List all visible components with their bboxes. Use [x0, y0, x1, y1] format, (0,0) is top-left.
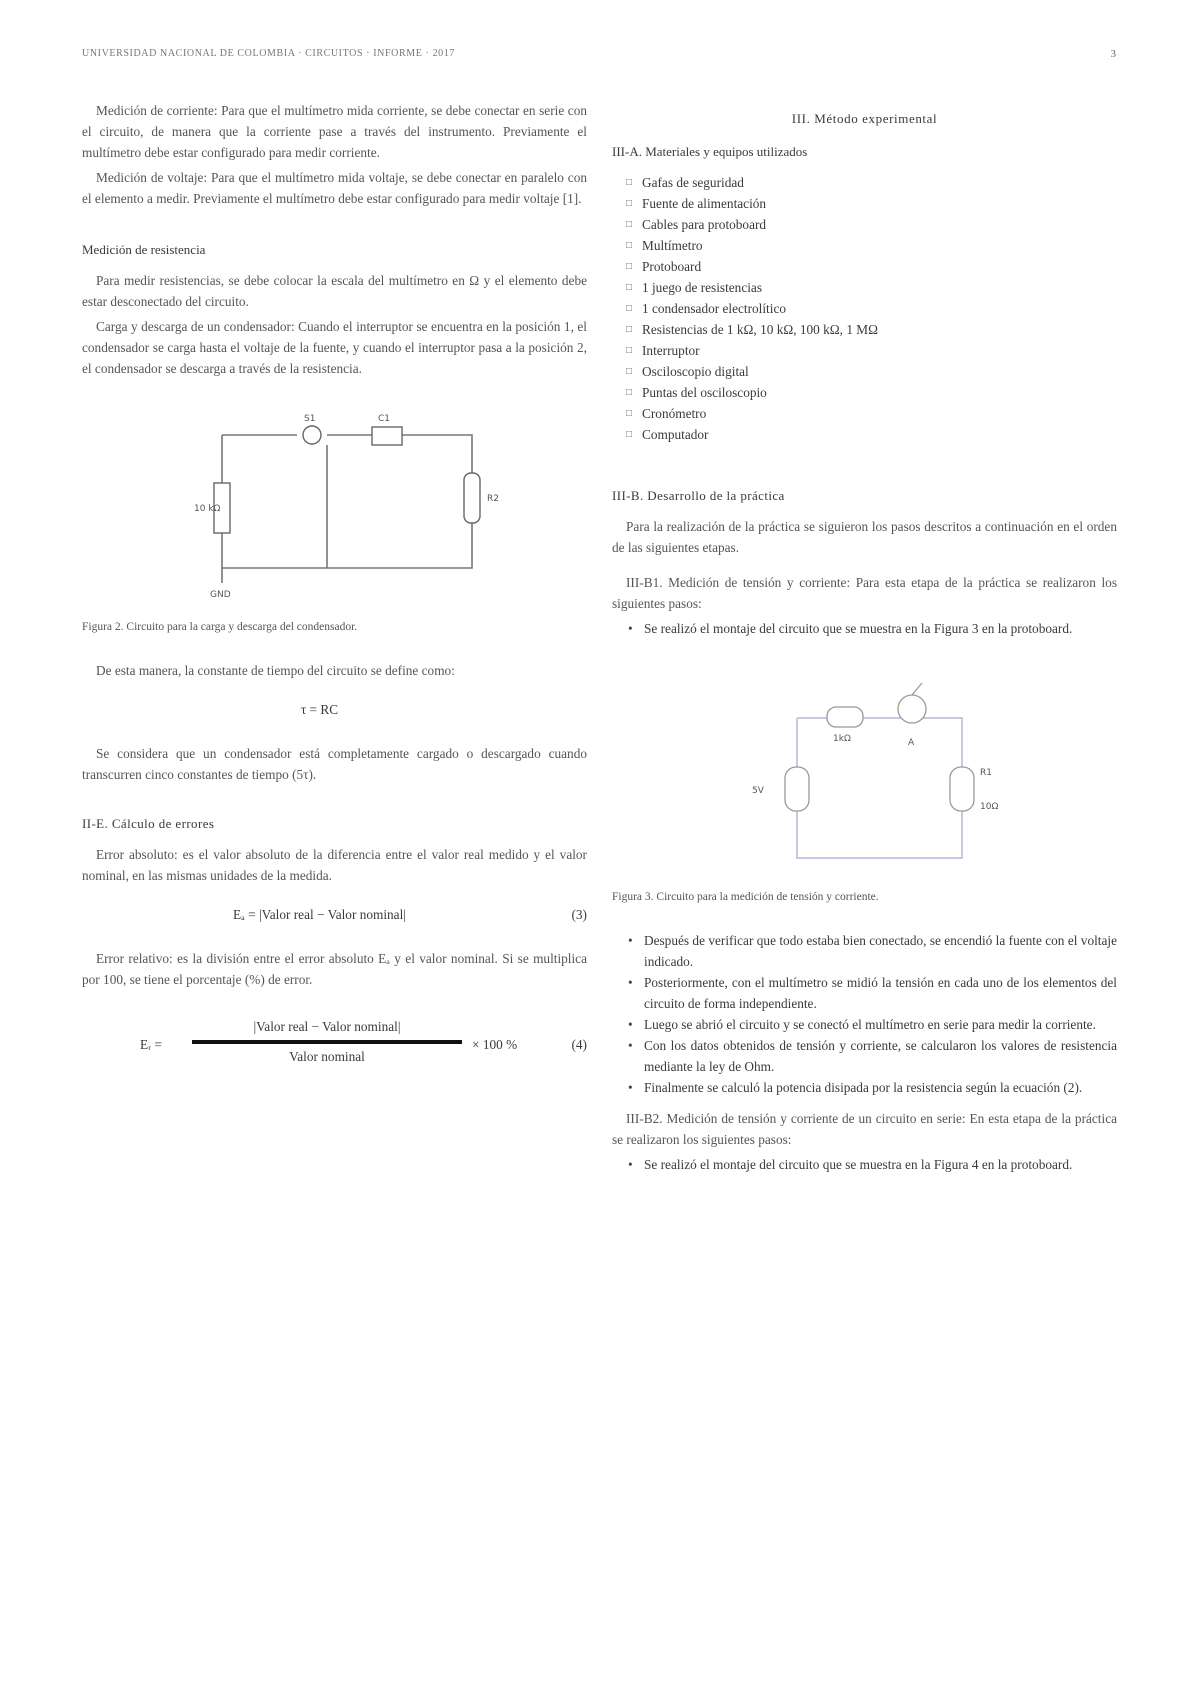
materials-list [626, 172, 1117, 445]
subsection-heading: III-B. Desarrollo de la práctica [612, 488, 785, 503]
label-switch: S1 [304, 414, 316, 424]
paragraph: Carga y descarga de un condensador: Cuando el interruptor se encuentra en la posición 1, el condensador se carga hasta el voltaje de la fuente, y cuando el interruptor pasa a la posición 2, el condensador se descarga a través de la resistencia. [82, 319, 587, 376]
subsection-heading: III-A. Materiales y equipos utilizados [612, 144, 808, 159]
figure-caption: Figura 2. Circuito para la carga y descarga del condensador. [82, 621, 358, 633]
list-item: □ Interruptor [626, 340, 1117, 361]
list-item: □ Puntas del osciloscopio [626, 382, 1117, 403]
page-number: 3 [1110, 48, 1116, 60]
list-item: • Finalmente se calculó la potencia disipada por la resistencia según la ecuación (2). [626, 1077, 1117, 1098]
equation-number: (4) [571, 1037, 587, 1052]
paragraph: Medición de voltaje: Para que el multímetro mida voltaje, se debe conectar en paralelo con el elemento a medir. Previamente el multímetro debe estar configurado para medir voltaje [1]. [82, 170, 587, 206]
capacitor [372, 427, 402, 445]
figure-rc-circuit [82, 403, 587, 603]
voltage-source [785, 767, 809, 811]
resistor-right [464, 473, 480, 523]
figure-caption: Figura 3. Circuito para la medición de tensión y corriente. [612, 891, 879, 903]
switch [303, 426, 321, 444]
paragraph: Medición de corriente: Para que el multímetro mida corriente, se debe conectar en serie con el circuito, de manera que la corriente pase a través del instrumento. Previamente el multímetro debe estar configurado para medir corriente. [82, 103, 587, 160]
list-item: □ Cables para protoboard [626, 214, 1117, 235]
load-resistor [950, 767, 974, 811]
label-ground: GND [210, 590, 231, 600]
measure-circuit-diagram [612, 663, 1117, 873]
equation-abs-error [82, 904, 587, 930]
figure-measure-circuit [612, 663, 1117, 873]
rc-circuit-diagram [82, 403, 587, 603]
label-load: R1 [980, 768, 992, 778]
paragraph: Se considera que un condensador está completamente cargado o descargado cuando transcurren cinco constantes de tiempo (5τ). [82, 746, 587, 782]
running-head: UNIVERSIDAD NACIONAL DE COLOMBIA · CIRCUITOS · INFORME · 2017 [82, 48, 455, 59]
list-item: □ Osciloscopio digital [626, 361, 1117, 382]
paragraph: III-B2. Medición de tensión y corriente de un circuito en serie: En esta etapa de la práctica se realizaron los siguientes pasos: [612, 1111, 1117, 1147]
fraction-numerator: |Valor real − Valor nominal| [253, 1019, 401, 1034]
right-column [612, 100, 1117, 1175]
list-item: □ Protoboard [626, 256, 1117, 277]
list-item: • Se realizó el montaje del circuito que se muestra en la Figura 4 en la protoboard. [626, 1154, 1117, 1175]
procedure-list [626, 1154, 1117, 1175]
section-heading: III. Método experimental [791, 111, 938, 126]
equation-body: τ = RC [300, 702, 339, 717]
paragraph: De esta manera, la constante de tiempo del circuito se define como: [96, 663, 455, 678]
list-item: □ 1 condensador electrolítico [626, 298, 1117, 319]
label-r-right: R2 [487, 494, 499, 504]
equation-tail: × 100 % [472, 1037, 518, 1052]
fraction-bar [192, 1040, 462, 1044]
label-resistor: 1kΩ [833, 734, 851, 744]
label-load-value: 10Ω [980, 802, 999, 812]
paragraph: Error absoluto: es el valor absoluto de la diferencia entre el valor real medido y el valor nominal, en las mismas unidades de la medida. [82, 847, 587, 883]
resistor-top [827, 707, 863, 727]
equation-rel-error [82, 1016, 587, 1072]
list-item: • Luego se abrió el circuito y se conectó el multímetro en serie para medir la corriente. [626, 1014, 1117, 1035]
paragraph: Para medir resistencias, se debe colocar la escala del multímetro en Ω y el elemento debe estar desconectado del circuito. [82, 273, 587, 309]
list-item: □ Resistencias de 1 kΩ, 10 kΩ, 100 kΩ, 1 MΩ [626, 319, 1117, 340]
paragraph: Error relativo: es la división entre el error absoluto Eₐ y el valor nominal. Si se multiplica por 100, se tiene el porcentaje (%) de error. [82, 951, 587, 987]
fraction-denominator: Valor nominal [289, 1049, 365, 1064]
section-heading: II-E. Cálculo de errores [82, 816, 215, 831]
left-column [82, 100, 587, 1082]
list-item: • Con los datos obtenidos de tensión y corriente, se calcularon los valores de resistencia mediante la ley de Ohm. [626, 1035, 1117, 1077]
label-r-left: 10 kΩ [194, 504, 221, 514]
list-item: • Posteriormente, con el multímetro se midió la tensión en cada uno de los elementos del circuito de forma independiente. [626, 972, 1117, 1014]
equation-tau [82, 699, 587, 725]
list-item: □ Fuente de alimentación [626, 193, 1117, 214]
label-ammeter: A [908, 738, 915, 748]
equation-body: Eₐ = |Valor real − Valor nominal| [233, 907, 406, 922]
subheading: Medición de resistencia [82, 242, 206, 257]
list-item: □ Multímetro [626, 235, 1117, 256]
paragraph: III-B1. Medición de tensión y corriente: Para esta etapa de la práctica se realizaron los siguientes pasos: [612, 575, 1117, 611]
label-source: 5V [752, 786, 764, 796]
list-item: • Después de verificar que todo estaba bien conectado, se encendió la fuente con el voltaje indicado. [626, 930, 1117, 972]
ammeter [898, 695, 926, 723]
list-item: □ Cronómetro [626, 403, 1117, 424]
paragraph: Para la realización de la práctica se siguieron los pasos descritos a continuación en el orden de las siguientes etapas. [612, 519, 1117, 555]
list-item: □ Gafas de seguridad [626, 172, 1117, 193]
procedure-list [626, 618, 1117, 639]
equation-number: (3) [571, 907, 587, 922]
procedure-list [626, 930, 1117, 1098]
list-item: • Se realizó el montaje del circuito que se muestra en la Figura 3 en la protoboard. [626, 618, 1117, 639]
equation-lhs: Eᵣ = [140, 1037, 162, 1052]
label-capacitor: C1 [378, 414, 391, 424]
list-item: □ Computador [626, 424, 1117, 445]
list-item: □ 1 juego de resistencias [626, 277, 1117, 298]
